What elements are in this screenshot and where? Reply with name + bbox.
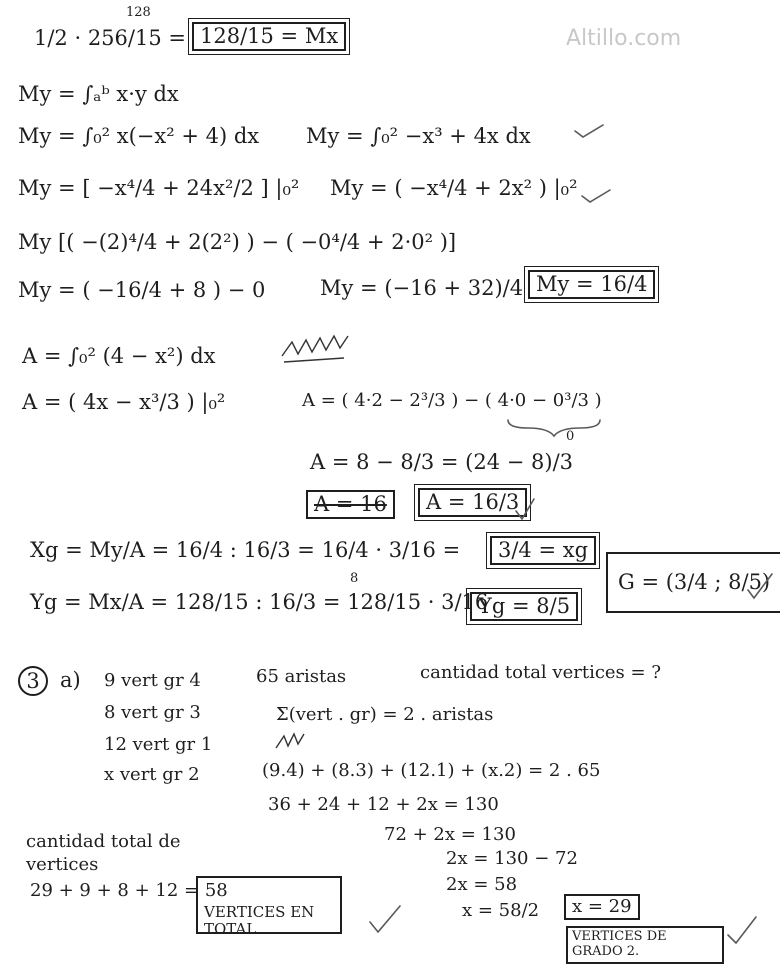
degree-row-4: x vert gr 2 <box>104 764 200 785</box>
area-integral: A = ∫₀² (4 − x²) dx <box>22 344 216 368</box>
my-result-box: My = 16/4 <box>528 270 655 299</box>
my-evaluation: My [( −(2)⁴/4 + 2(2²) ) − ( −0⁴/4 + 2·0² )] <box>18 230 457 254</box>
scribble-mark <box>276 734 304 748</box>
check-mark <box>370 906 400 932</box>
area-evaluation: A = ( 4·2 − 2³/3 ) − ( 4·0 − 0³/3 ) <box>302 390 602 411</box>
my-definition: My = ∫ₐᵇ x·y dx <box>18 82 179 106</box>
equation-5: 2x = 58 <box>446 874 518 895</box>
degree-row-2: 8 vert gr 3 <box>104 702 201 723</box>
mx-line: 1/2 · 256/15 = <box>34 26 186 50</box>
equation-4: 2x = 130 − 72 <box>446 848 578 869</box>
area-zero-note: 0 <box>566 429 575 444</box>
check-mark <box>728 917 756 943</box>
degree-row-1: 9 vert gr 4 <box>104 670 201 691</box>
x-result-box: x = 29 <box>564 894 640 920</box>
xg-line: Xg = My/A = 16/4 : 16/3 = 16/4 · 3/16 = <box>30 538 461 562</box>
yg-superscript: 8 <box>350 571 359 586</box>
my-evaluation-result: My = ( −16/4 + 8 ) − 0 <box>18 278 266 302</box>
handshake-rule: Σ(vert . gr) = 2 . aristas <box>276 704 494 725</box>
check-mark <box>575 125 603 137</box>
total-note-box: VERTICES EN TOTAL <box>196 876 342 934</box>
equation-2: 36 + 24 + 12 + 2x = 130 <box>268 794 499 815</box>
total-label: cantidad total de vertices <box>26 831 181 876</box>
my-integral: My = ∫₀² x(−x² + 4) dx <box>18 124 260 148</box>
question-text: cantidad total vertices = ? <box>420 662 661 683</box>
xg-result-box: 3/4 = xg <box>490 536 596 565</box>
area-result-box: A = 16/3 <box>418 488 527 517</box>
check-mark <box>582 190 610 202</box>
mx-superscript: 128 <box>126 5 151 20</box>
yg-result-box: Yg = 8/5 <box>470 592 578 621</box>
equation-3: 72 + 2x = 130 <box>384 824 516 845</box>
my-antiderivative-simplified: My = ( −x⁴/4 + 2x² ) |₀² <box>330 176 578 200</box>
watermark: Altillo.com <box>566 26 682 51</box>
area-struck-value: A = 16 <box>306 490 395 519</box>
scribble-mark <box>282 336 348 356</box>
brace-mark <box>508 420 600 436</box>
aristas-count: 65 aristas <box>256 666 347 687</box>
degree-row-3: 12 vert gr 1 <box>104 734 213 755</box>
my-evaluation-fraction: My = (−16 + 32)/4 <box>320 276 524 300</box>
question-number: 3 <box>18 666 48 696</box>
question-part: a) <box>60 668 81 692</box>
my-integral-expanded: My = ∫₀² −x³ + 4x dx <box>306 124 531 148</box>
scribble-mark <box>284 358 344 362</box>
equation-6: x = 58/2 <box>462 900 540 921</box>
yg-line: Yg = Mx/A = 128/15 : 16/3 = 128/15 · 3/16 <box>30 590 489 614</box>
x-result-note: VERTICES DE GRADO 2. <box>566 926 724 964</box>
check-mark <box>516 499 534 519</box>
area-antiderivative: A = ( 4x − x³/3 ) |₀² <box>22 390 226 414</box>
check-mark <box>748 574 772 598</box>
area-result-line: A = 8 − 8/3 = (24 − 8)/3 <box>310 450 574 474</box>
centroid-box: G = (3/4 ; 8/5) <box>606 552 780 613</box>
equation-1: (9.4) + (8.3) + (12.1) + (x.2) = 2 . 65 <box>262 760 601 781</box>
my-antiderivative: My = [ −x⁴/4 + 24x²/2 ] |₀² <box>18 176 300 200</box>
mx-result-box: 128/15 = Mx <box>192 22 346 51</box>
total-sum: 29 + 9 + 8 + 12 = 58 <box>30 880 228 901</box>
